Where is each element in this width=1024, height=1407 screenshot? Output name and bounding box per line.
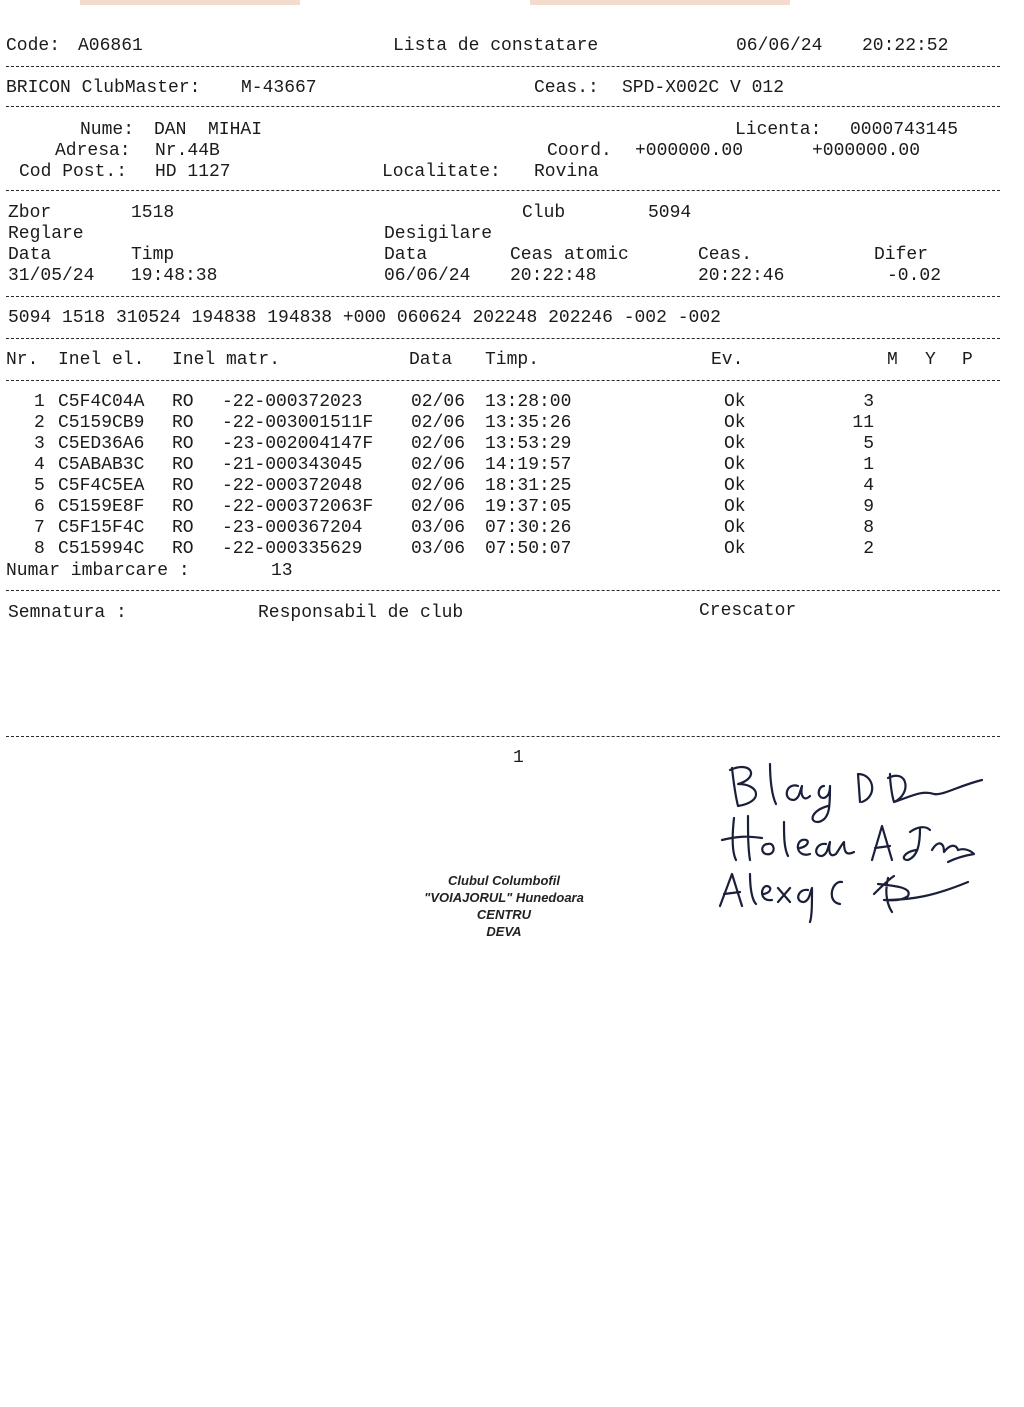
licenta-value: 0000743145: [850, 120, 959, 140]
cell-inel-matr: -22-000372063F: [222, 497, 374, 517]
semnatura-label: Semnatura :: [8, 603, 127, 623]
cell-val: 8: [863, 518, 874, 538]
print-date: 06/06/24: [736, 36, 823, 56]
cell-ev: Ok: [724, 539, 746, 559]
cell-timp: 07:30:26: [485, 518, 572, 538]
codpost-label: Cod Post.:: [19, 162, 128, 182]
cell-nr: 8: [34, 539, 45, 559]
col-header-ev: Ev.: [711, 350, 744, 370]
cell-timp: 19:37:05: [485, 497, 572, 517]
col-header-inel-el: Inel el.: [58, 350, 145, 370]
cell-inel-matr: -22-000372023: [222, 392, 363, 412]
col-header-y: Y: [925, 350, 936, 370]
signature-blaj: [730, 764, 982, 822]
divider: [6, 106, 1000, 107]
summary-line: 5094 1518 310524 194838 194838 +000 060624 202248 202246 -002 -002: [8, 308, 721, 328]
cell-data: 02/06: [411, 413, 466, 433]
code-value: A06861: [78, 36, 143, 56]
responsabil-label: Responsabil de club: [258, 603, 464, 623]
coord-y: +000000.00: [812, 141, 921, 161]
cell-inel-matr: -22-000372048: [222, 476, 363, 496]
cell-val: 1: [863, 455, 874, 475]
code-label: Code:: [6, 36, 61, 56]
cell-data: 02/06: [411, 497, 466, 517]
cell-inel-el: C5F15F4C: [58, 518, 145, 538]
cell-tara: RO: [172, 455, 194, 475]
col-header-timp: Timp.: [485, 350, 540, 370]
ceas-value-2: 20:22:46: [698, 266, 785, 286]
clubmaster-value: M-43667: [241, 78, 317, 98]
cell-val: 11: [852, 413, 874, 433]
cell-inel-matr: -23-000367204: [222, 518, 363, 538]
cell-ev: Ok: [724, 518, 746, 538]
cell-inel-matr: -21-000343045: [222, 455, 363, 475]
reglare-timp-label: Timp: [131, 245, 175, 265]
difer-label: Difer: [874, 245, 929, 265]
cell-data: 02/06: [411, 434, 466, 454]
cell-ev: Ok: [724, 497, 746, 517]
coord-label: Coord.: [547, 141, 612, 161]
cell-data: 03/06: [411, 518, 466, 538]
difer-value: -0.02: [887, 266, 942, 286]
club-value: 5094: [648, 203, 692, 223]
cell-tara: RO: [172, 476, 194, 496]
codpost-value: HD 1127: [155, 162, 231, 182]
cell-ev: Ok: [724, 434, 746, 454]
cell-inel-el: C5159CB9: [58, 413, 145, 433]
divider: [6, 338, 1000, 339]
club-stamp: [384, 872, 624, 940]
ceas-atomic-label: Ceas atomic: [510, 245, 629, 265]
signature-alexa: [720, 874, 968, 922]
cell-timp: 13:35:26: [485, 413, 572, 433]
stamp-line-3: CENTRU: [476, 907, 532, 922]
cell-data: 02/06: [411, 455, 466, 475]
cell-ev: Ok: [724, 392, 746, 412]
signature-holeau: [722, 816, 974, 862]
localitate-label: Localitate:: [382, 162, 501, 182]
nume-label: Nume:: [80, 120, 135, 140]
col-header-p: P: [962, 350, 973, 370]
cell-ev: Ok: [724, 455, 746, 475]
desig-data: 06/06/24: [384, 266, 471, 286]
ceas-label: Ceas.:: [534, 78, 599, 98]
reglare-data: 31/05/24: [8, 266, 95, 286]
zbor-label: Zbor: [8, 203, 52, 223]
cell-tara: RO: [172, 413, 194, 433]
stamp-line-2: "VOIAJORUL" Hunedoara: [424, 890, 584, 905]
cell-inel-el: C5ED36A6: [58, 434, 145, 454]
document-title: Lista de constatare: [393, 36, 599, 56]
page-number: 1: [513, 748, 524, 768]
stamp-line-4: DEVA: [486, 924, 522, 939]
divider: [6, 590, 1000, 591]
print-time: 20:22:52: [862, 36, 949, 56]
cell-inel-el: C5ABAB3C: [58, 455, 145, 475]
cell-nr: 1: [34, 392, 45, 412]
cell-tara: RO: [172, 434, 194, 454]
cell-val: 5: [863, 434, 874, 454]
cell-inel-el: C5F4C5EA: [58, 476, 145, 496]
divider: [6, 736, 1000, 737]
ceas-col-label: Ceas.: [698, 245, 753, 265]
cell-inel-el: C515994C: [58, 539, 145, 559]
cell-timp: 13:28:00: [485, 392, 572, 412]
cell-val: 9: [863, 497, 874, 517]
scan-edge-mark: [530, 0, 790, 5]
zbor-value: 1518: [131, 203, 175, 223]
cell-tara: RO: [172, 539, 194, 559]
reglare-label: Reglare: [8, 224, 84, 244]
nume-value: DAN MIHAI: [154, 120, 263, 140]
divider: [6, 190, 1000, 191]
cell-data: 03/06: [411, 539, 466, 559]
cell-tara: RO: [172, 392, 194, 412]
club-label: Club: [522, 203, 566, 223]
numar-imbarcare-value: 13: [271, 561, 293, 581]
licenta-label: Licenta:: [735, 120, 822, 140]
cell-inel-el: C5F4C04A: [58, 392, 145, 412]
cell-inel-matr: -23-002004147F: [222, 434, 374, 454]
scan-edge-mark: [80, 0, 300, 5]
desigilare-label: Desigilare: [384, 224, 493, 244]
clubmaster-label: BRICON ClubMaster:: [6, 78, 201, 98]
divider: [6, 66, 1000, 67]
cell-nr: 6: [34, 497, 45, 517]
cell-timp: 07:50:07: [485, 539, 572, 559]
cell-nr: 5: [34, 476, 45, 496]
cell-timp: 13:53:29: [485, 434, 572, 454]
cell-data: 02/06: [411, 392, 466, 412]
cell-data: 02/06: [411, 476, 466, 496]
cell-inel-matr: -22-000335629: [222, 539, 363, 559]
cell-tara: RO: [172, 518, 194, 538]
col-header-nr: Nr.: [6, 350, 39, 370]
localitate-value: Rovina: [534, 162, 599, 182]
cell-val: 2: [863, 539, 874, 559]
col-header-inel-matr: Inel matr.: [172, 350, 281, 370]
cell-val: 3: [863, 392, 874, 412]
cell-ev: Ok: [724, 476, 746, 496]
cell-inel-matr: -22-003001511F: [222, 413, 374, 433]
numar-imbarcare-label: Numar imbarcare :: [6, 561, 190, 581]
col-header-data: Data: [409, 350, 453, 370]
ceas-value: SPD-X002C V 012: [622, 78, 785, 98]
cell-timp: 18:31:25: [485, 476, 572, 496]
cell-val: 4: [863, 476, 874, 496]
adresa-label: Adresa:: [55, 141, 131, 161]
cell-timp: 14:19:57: [485, 455, 572, 475]
handwritten-signatures: [712, 756, 1002, 926]
desig-data-label: Data: [384, 245, 428, 265]
coord-x: +000000.00: [635, 141, 744, 161]
cell-tara: RO: [172, 497, 194, 517]
reglare-data-label: Data: [8, 245, 52, 265]
cell-nr: 2: [34, 413, 45, 433]
divider: [6, 380, 1000, 381]
cell-ev: Ok: [724, 413, 746, 433]
cell-nr: 7: [34, 518, 45, 538]
divider: [6, 296, 1000, 297]
adresa-value: Nr.44B: [155, 141, 220, 161]
cell-nr: 4: [34, 455, 45, 475]
cell-nr: 3: [34, 434, 45, 454]
cell-inel-el: C5159E8F: [58, 497, 145, 517]
ceas-atomic-value: 20:22:48: [510, 266, 597, 286]
reglare-timp: 19:48:38: [131, 266, 218, 286]
stamp-line-1: Clubul Columbofil: [448, 873, 560, 888]
col-header-m: M: [887, 350, 898, 370]
crescator-label: Crescator: [699, 601, 797, 621]
